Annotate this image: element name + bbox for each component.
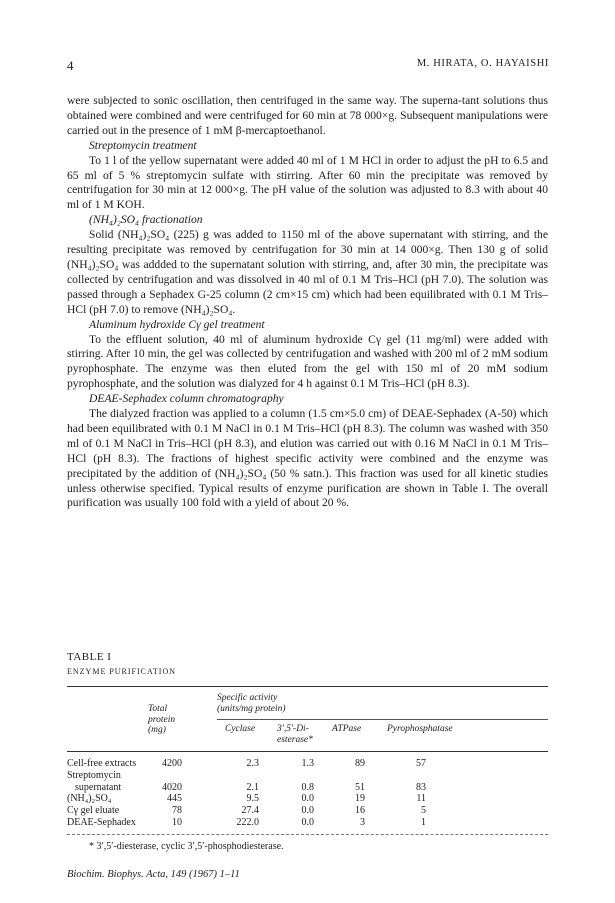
header-diesterase: 3′,5′-Di- esterase* <box>277 724 313 745</box>
table-header <box>67 687 548 751</box>
table-label: TABLE I <box>67 651 112 663</box>
table-row: Cell-free extracts 4200 2.3 1.3 89 57 <box>67 758 426 769</box>
header-atpase: ATPase <box>332 724 362 734</box>
paragraph: were subjected to sonic oscillation, then centrifuged in the same way. The superna-tant solutions thus obtained were combined and were centrifuged for 60 min at 78 000×g. Subsequent manipulations were carried out in the presence of 1 mM β-mercaptoethanol. <box>67 94 548 137</box>
table-footnote: * 3′,5′-diesterase, cyclic 3′,5′-phosphodiesterase. <box>89 840 284 852</box>
running-head <box>0 58 615 74</box>
table-row: Streptomycin <box>67 769 121 781</box>
paragraph: To the effluent solution, 40 ml of aluminum hydroxide Cγ gel (11 mg/ml) were added with stirring. After 10 min, the gel was collected by centrifugation and washed with 200 ml of 2 mM sodium pyrophosphate. The enzyme was then eluted from the gel with 150 ml of 20 mM sodium pyrophosphate, and the solution was dialyzed for 4 h against 0.1 M Tris–HCl (pH 8.3). <box>67 332 548 391</box>
table-body <box>67 752 548 829</box>
paragraph: Solid (NH₄)₂SO₄ (225) g was added to 1150 ml of the above supernatant with stirring, and the resulting precipitate was removed by centrifugation for 30 min at 14 000×g. Then 130 g of solid (NH₄)₂SO₄ was addded to the supernatant solution with stirring, and, after 30 min, the precipitate was collected by centrifugation and was dissolved in 40 ml of 0.1 M Tris–HCl (pH 7.0). The solution was passed through a Sephadex G-25 column (2 cm×15 cm) which had been equilibrated with 0.1 M Tris–HCl (pH 7.0) to remove (NH₄)₂SO₄. <box>67 228 548 316</box>
header-pyrophosphatase: Pyrophosphatase <box>387 724 453 734</box>
header-total-protein: Total protein (mg) <box>148 704 176 735</box>
table-row: supernatant 4020 2.1 0.8 51 83 <box>75 781 426 793</box>
table-block <box>67 651 548 852</box>
table-row: Cγ gel eluate 78 27.4 0.0 16 5 <box>67 805 426 817</box>
section-heading: Streptomycin treatment <box>89 138 197 152</box>
header-cyclase: Cyclase <box>225 724 256 734</box>
table-row: DEAE-Sephadex 10 222.0 0.0 3 1 <box>67 816 426 828</box>
section-heading: Aluminum hydroxide Cγ gel treatment <box>89 317 265 331</box>
header-subrule <box>217 719 548 720</box>
body-text <box>67 94 548 511</box>
section-heading: DEAE-Sephadex column chromatography <box>89 392 284 406</box>
header-specific-activity: Specific activity (units/mg protein) <box>217 693 286 714</box>
section-heading: (NH₄)₂SO₄ fractionation <box>89 213 203 227</box>
paragraph: The dialyzed fraction was applied to a column (1.5 cm×5.0 cm) of DEAE-Sephadex (A-50) which had been equilibrated with 0.1 M NaCl in 0.1 M Tris–HCl (pH 8.3). The column was washed with 350 ml of 0.1 M NaCl in Tris–HCl (pH 8.3), and elution was carried out with 0.16 M NaCl in 0.1 M Tris–HCl (pH 8.3). The fractions of highest specific activity were combined and the enzyme was precipitated by the addition of (NH₄)₂SO₄ (50 % satn.). This fraction was used for all kinetic studies unless otherwise specified. Typical results of enzyme purification are shown in Table I. The overall purification was usually 100 fold with a yield of about 20 %. <box>67 407 548 510</box>
purification-table <box>67 687 548 835</box>
page-number: 4 <box>67 58 74 73</box>
table-title: ENZYME PURIFICATION <box>67 667 176 676</box>
journal-reference: Biochim. Biophys. Acta, 149 (1967) 1–11 <box>67 869 240 880</box>
paragraph: To 1 l of the yellow supernatant were added 40 ml of 1 M HCl in order to adjust the pH to 6.5 and 65 ml of 5 % streptomycin sulfate with stirring. After 60 min the precipitate was removed by centrifugation for 30 min at 12 000×g. The pH value of the solution was adjusted to 8.3 with about 40 ml of 1 M KOH. <box>67 153 548 212</box>
table-bottom-rule <box>67 834 548 835</box>
table-row: (NH₄)₂SO₄ 445 9.5 0.0 19 11 <box>67 793 426 805</box>
running-head-authors: M. HIRATA, O. HAYAISHI <box>416 58 549 69</box>
